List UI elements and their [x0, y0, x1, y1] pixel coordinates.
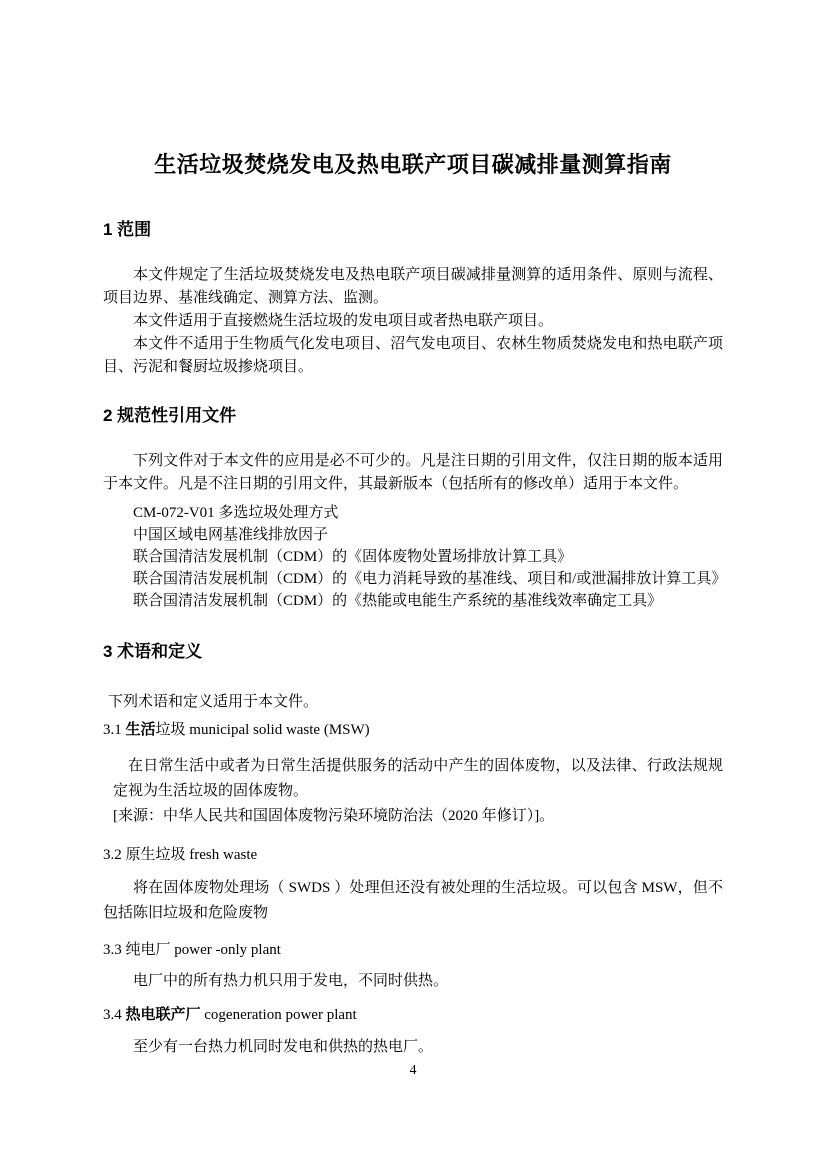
page-content [103, 0, 727, 1060]
term-definition: 电厂中的所有热力机只用于发电，不同时供热。 [133, 973, 449, 989]
term-heading [103, 1004, 723, 1027]
term-zh: 原生垃圾 [125, 847, 186, 863]
term-definition: 在日常生活中或者为日常生活提供服务的活动中产生的固体废物，以及法律、行政法规规定视为生活垃圾的固体废物。 [113, 758, 723, 799]
page-number: 4 [409, 1063, 417, 1078]
term-number: 3.2 [103, 847, 122, 863]
term-zh-bold: 热电联产厂 [125, 1007, 201, 1023]
term-heading [103, 939, 723, 962]
section-heading-terms-definitions: 3 术语和定义 [103, 642, 203, 661]
term-zh: 纯电厂 [125, 942, 171, 958]
paragraph: 本文件不适用于生物质气化发电项目、沼气发电项目、农林生物质焚烧发电和热电联产项目、污泥和餐厨垃圾掺烧项目。 [103, 336, 723, 375]
paragraph: 本文件适用于直接燃烧生活垃圾的发电项目或者热电联产项目。 [133, 313, 554, 329]
term-zh-bold: 生活 [125, 722, 156, 738]
term-zh: 垃圾 [155, 722, 186, 738]
term-en: fresh waste [189, 847, 258, 863]
term-heading [103, 844, 723, 867]
reference-item: CM-072-V01 多选垃圾处理方式 [133, 505, 339, 521]
term-en: power -only plant [174, 942, 281, 958]
reference-item: 联合国清洁发展机制（CDM）的《电力消耗导致的基准线、项目和/或泄漏排放计算工具》 [133, 571, 727, 587]
term-heading [103, 719, 723, 742]
section-heading-normative-references: 2 规范性引用文件 [103, 406, 237, 425]
term-number: 3.3 [103, 942, 122, 958]
terms-intro: 下列术语和定义适用于本文件。 [108, 694, 319, 710]
section-heading-scope: 1 范围 [103, 220, 152, 239]
page-title: 生活垃圾焚烧发电及热电联产项目碳减排量测算指南 [154, 152, 672, 177]
reference-list [103, 502, 727, 612]
term-definition: 将在固体废物处理场（ SWDS ）处理但还没有被处理的生活垃圾。可以包含 MSW，但不包括陈旧垃圾和危险废物 [103, 880, 723, 921]
term-definition: 至少有一台热力机同时发电和供热的热电厂。 [133, 1039, 434, 1055]
reference-item: 联合国清洁发展机制（CDM）的《固体废物处置场排放计算工具》 [133, 549, 573, 565]
reference-item: 联合国清洁发展机制（CDM）的《热能或电能生产系统的基准线效率确定工具》 [133, 593, 663, 609]
paragraph: 本文件规定了生活垃圾焚烧发电及热电联产项目碳减排量测算的适用条件、原则与流程、项目边界、基准线确定、测算方法、监测。 [103, 267, 723, 306]
term-en: municipal solid waste (MSW) [189, 722, 370, 738]
term-number: 3.1 [103, 722, 122, 738]
term-source: [来源：中华人民共和国固体废物污染环境防治法（2020 年修订）]。 [113, 808, 555, 824]
reference-item: 中国区域电网基准线排放因子 [133, 527, 329, 543]
paragraph: 下列文件对于本文件的应用是必不可少的。凡是注日期的引用文件，仅注日期的版本适用于本文件。凡是不注日期的引用文件，其最新版本（包括所有的修改单）适用于本文件。 [103, 453, 723, 492]
term-en: cogeneration power plant [204, 1007, 357, 1023]
term-number: 3.4 [103, 1007, 122, 1023]
